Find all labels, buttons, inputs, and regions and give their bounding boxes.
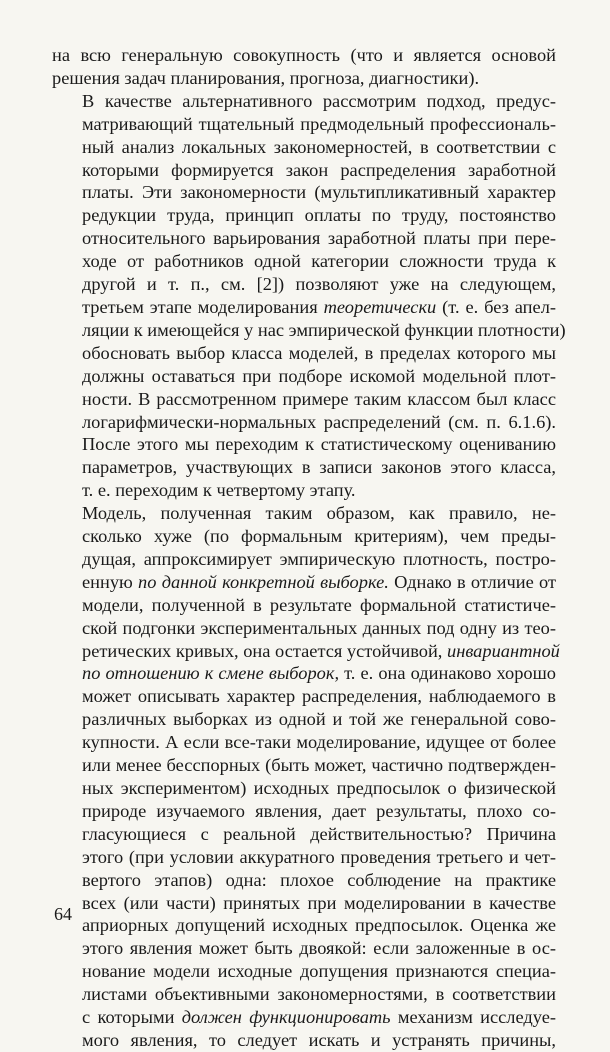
text-line xyxy=(52,342,556,365)
text-line xyxy=(52,388,556,411)
italic-phrase: по отношению к смене выборок, xyxy=(82,663,340,684)
body-text xyxy=(52,44,566,1052)
text-run: ской подгонки экспериментальных данных под одну из тео- xyxy=(82,617,556,638)
text-line xyxy=(52,800,556,823)
text-run: В качестве альтернативного рассмотрим подход, предус- xyxy=(82,90,556,111)
text-line xyxy=(52,319,566,342)
text-line xyxy=(52,502,556,525)
text-line xyxy=(52,914,556,937)
text-run: ретических кривых, она остается устойчивой, xyxy=(82,640,447,661)
text-run: листами объективными закономерностями, в соответствии xyxy=(82,984,556,1005)
text-run: (т. е. без апел- xyxy=(436,296,556,317)
text-line xyxy=(52,90,556,113)
text-line xyxy=(52,525,556,548)
text-run: вертого этапов) одна: плохое соблюдение на практике xyxy=(82,869,556,890)
text-run: которыми формируется закон распределения заработной xyxy=(82,159,556,180)
text-line xyxy=(52,365,556,388)
text-run: ных экспериментом) исходных предпосылок о физической xyxy=(82,778,556,798)
text-run: ности. В рассмотренном примере таким классом был класс xyxy=(82,388,556,409)
text-run: на всю генеральную совокупность (что и является основой xyxy=(52,45,556,65)
italic-phrase: по данной конкретной выборке. xyxy=(138,571,389,592)
text-run: или менее бесспорных (быть может, частично подтвержден- xyxy=(82,755,556,776)
text-line xyxy=(52,227,556,250)
text-line xyxy=(52,731,556,754)
italic-phrase: инвариантной xyxy=(447,640,560,661)
text-run: ный анализ локальных закономерностей, в соответствии с xyxy=(82,136,556,157)
text-line xyxy=(52,479,556,502)
text-run: логарифмически-нормальных распределений (см. п. 6.1.6). xyxy=(82,411,556,432)
text-line xyxy=(52,937,556,960)
text-line xyxy=(52,960,556,983)
text-line xyxy=(52,617,556,640)
text-run: природе изучаемого явления, дает результаты, плохо со- xyxy=(82,800,556,821)
text-run: т. е. она одинаково хорошо xyxy=(339,663,556,684)
text-run: мого явления, то следует искать и устранять причины, xyxy=(82,1029,556,1050)
text-run: нование модели исходные допущения признаются специа- xyxy=(82,961,556,982)
paragraph xyxy=(52,44,556,90)
text-run: с которыми xyxy=(82,1007,182,1028)
text-line xyxy=(52,983,556,1006)
text-line xyxy=(52,273,556,296)
text-line xyxy=(52,44,556,67)
paragraph xyxy=(52,502,560,1052)
text-line xyxy=(52,136,556,159)
text-line xyxy=(52,846,556,869)
text-run: различных выборках из одной и той же генеральной сово- xyxy=(82,709,556,730)
text-run: ходе от работников одной категории сложности труда к xyxy=(82,251,556,272)
italic-phrase: должен функционировать xyxy=(181,1007,391,1028)
text-line xyxy=(52,1029,556,1052)
text-run: относительного варьирования заработной платы при пере- xyxy=(82,228,556,249)
text-run: Однако в отличие от xyxy=(388,571,556,592)
paragraph xyxy=(52,90,566,502)
text-line xyxy=(52,67,556,90)
text-run: дущая, аппроксимирует эмпирическую плотность, постро- xyxy=(82,548,556,569)
text-line xyxy=(52,892,556,915)
text-run: купности. А если все-таки моделирование, идущее от более xyxy=(82,732,556,753)
text-run: априорных допущений исходных предпосылок. Оценка же xyxy=(82,915,556,936)
text-run: третьем этапе моделирования xyxy=(82,296,324,317)
text-line xyxy=(52,296,556,319)
text-run: этого (при условии аккуратного проведения третьего и чет- xyxy=(82,846,556,867)
text-run: т. е. переходим к четвертому этапу. xyxy=(82,480,356,501)
text-line xyxy=(52,181,556,204)
text-run: редукции труда, принцип оплаты по труду, постоянство xyxy=(82,205,556,226)
text-line xyxy=(52,685,556,708)
text-run: матривающий тщательный предмодельный профессиональ- xyxy=(82,113,556,134)
text-line xyxy=(52,250,556,273)
text-line xyxy=(52,754,556,777)
text-run: ляции к имеющейся у нас эмпирической функции плотности) xyxy=(82,319,566,340)
text-run: После этого мы переходим к статистическому оцениванию xyxy=(82,434,556,455)
text-run: обосновать выбор класса моделей, в пределах которого мы xyxy=(82,342,556,363)
text-line xyxy=(52,159,556,182)
text-run: должны оставаться при подборе искомой модельной плот- xyxy=(82,365,556,386)
text-line xyxy=(52,1006,556,1029)
text-line xyxy=(52,662,556,685)
text-line xyxy=(52,869,556,892)
text-line xyxy=(52,113,556,136)
text-line xyxy=(52,204,556,227)
text-line xyxy=(52,433,556,456)
page-number: 64 xyxy=(54,904,72,924)
text-run: может описывать характер распределения, наблюдаемого в xyxy=(82,686,556,707)
text-run: другой и т. п., см. [2]) позволяют уже на следующем, xyxy=(82,274,556,295)
text-run: решения задач планирования, прогноза, диагностики). xyxy=(52,67,480,88)
text-line xyxy=(52,594,556,617)
text-line xyxy=(52,571,556,594)
text-line xyxy=(52,708,556,731)
text-run: сколько хуже (по формальным критериям), чем преды- xyxy=(82,526,556,547)
text-line xyxy=(52,548,556,571)
text-run: платы. Эти закономерности (мультипликативный характер xyxy=(82,182,556,203)
text-run: всех (или части) принятых при моделировании в качестве xyxy=(82,892,556,913)
text-line xyxy=(52,456,556,479)
text-line xyxy=(52,640,560,663)
text-line xyxy=(52,411,556,434)
text-run: этого явления может быть двоякой: если заложенные в ос- xyxy=(82,938,556,959)
text-run: Модель, полученная таким образом, как правило, не- xyxy=(82,503,556,524)
text-line xyxy=(52,777,556,800)
italic-phrase: теоретически xyxy=(323,296,437,317)
text-run: модели, полученной в результате формальной статистиче- xyxy=(82,594,556,615)
text-line xyxy=(52,823,556,846)
text-run: механизм исследуе- xyxy=(390,1007,556,1028)
text-run: гласующиеся с реальной действительностью? Причина xyxy=(82,823,556,844)
text-run: енную xyxy=(82,571,139,592)
text-run: параметров, участвующих в записи законов этого класса, xyxy=(82,457,556,478)
